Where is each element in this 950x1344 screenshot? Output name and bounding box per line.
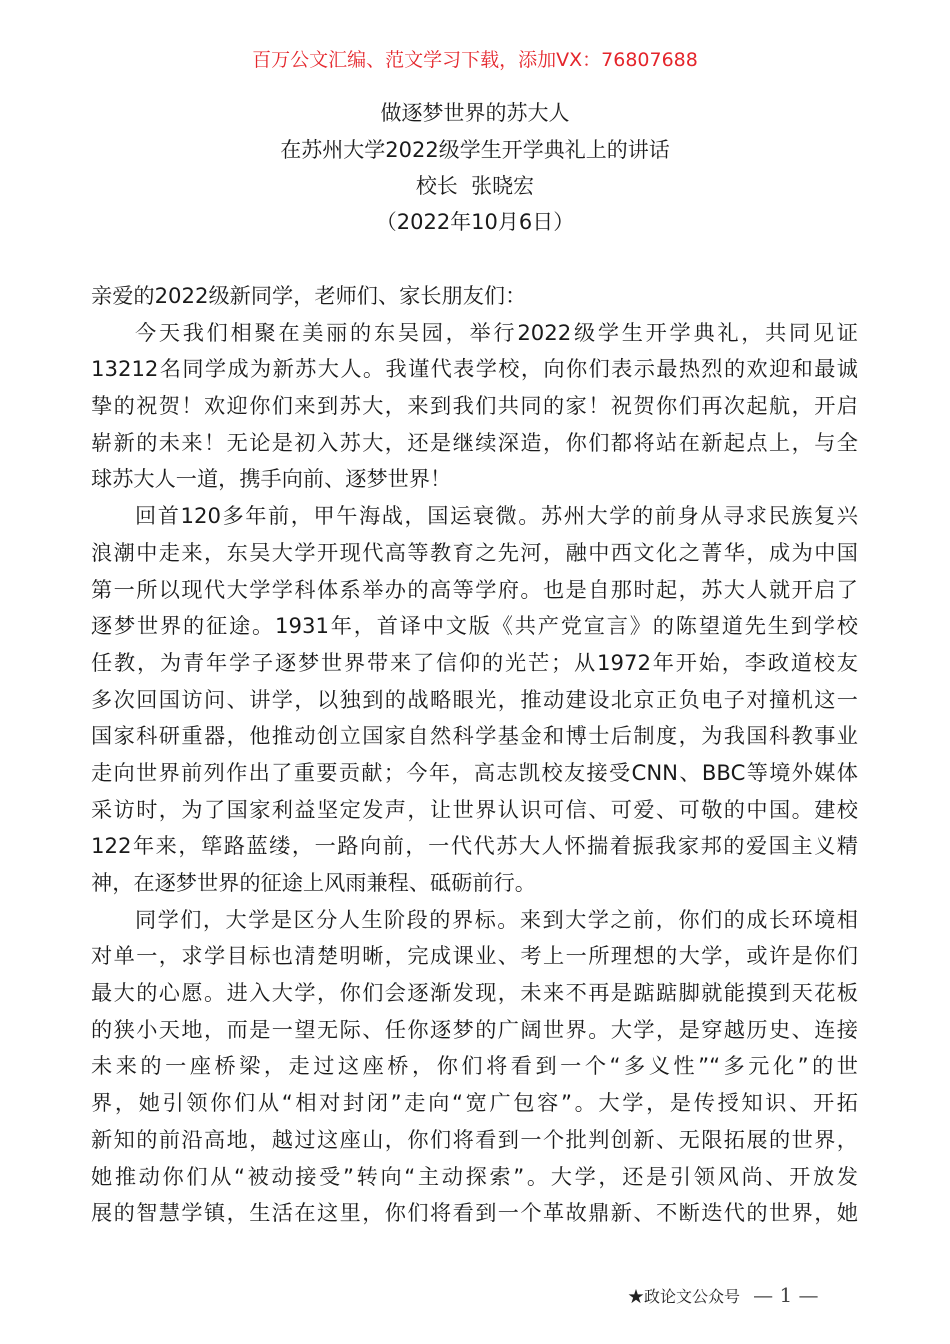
text-line: 122年来，筚路蓝缕，一路向前，一代代苏大人怀揣着振我家邦的爱国主义精 [91, 833, 858, 859]
text-line: 的狭小天地，而是一望无际、任你逐梦的广阔世界。大学，是穿越历史、连接 [91, 1016, 858, 1042]
text-line: 今天我们相聚在美丽的东吴园，举行2022级学生开学典礼，共同见证 [135, 319, 858, 345]
text-line: 挚的祝贺！欢迎你们来到苏大，来到我们共同的家！祝贺你们再次起航，开启 [91, 393, 858, 419]
text-line: 未来的一座桥梁，走过这座桥，你们将看到一个“多义性”“多元化”的世 [91, 1053, 858, 1079]
text-line: 采访时，为了国家利益坚定发声，让世界认识可信、可爱、可敬的中国。建校 [91, 796, 858, 822]
text-line: 第一所以现代大学学科体系举办的高等学府。也是自那时起，苏大人就开启了 [91, 576, 858, 602]
paragraph [91, 905, 858, 1235]
text-line: 界，她引领你们从“相对封闭”走向“宽广包容”。大学，是传授知识、开拓 [91, 1090, 858, 1116]
text-line: 她推动你们从“被动接受”转向“主动探索”。大学，还是引领风尚、开放发 [91, 1163, 858, 1189]
page-footer [628, 1283, 819, 1309]
text-line: 新知的前沿高地，越过这座山，你们将看到一个批判创新、无限拓展的世界， [91, 1126, 858, 1152]
speech-body [91, 281, 858, 1235]
paragraph [91, 281, 858, 318]
download-banner: 百万公文汇编、范文学习下载，添加VX：76807688 [252, 49, 698, 71]
speech-subtitle: 在苏州大学2022级学生开学典礼上的讲话 [280, 138, 670, 162]
speech-title: 做逐梦世界的苏大人 [380, 101, 570, 125]
text-line: 球苏大人一道，携手向前、逐梦世界！ [91, 466, 452, 492]
text-line: 逐梦世界的征途。1931年，首译中文版《共产党宣言》的陈望道先生到学校 [91, 613, 858, 639]
text-line: 回首120多年前，甲午海战，国运衰微。苏州大学的前身从寻求民族复兴 [135, 503, 858, 529]
text-line: 同学们，大学是区分人生阶段的界标。来到大学之前，你们的成长环境相 [135, 906, 858, 932]
text-line: 对单一，求学目标也清楚明晰，完成课业、考上一所理想的大学，或许是你们 [91, 943, 858, 969]
paragraph [91, 318, 858, 501]
text-line: 亲爱的2022级新同学，老师们、家长朋友们： [91, 283, 527, 308]
footer-source: ★政论文公众号 [628, 1287, 741, 1306]
text-line: 崭新的未来！无论是初入苏大，还是继续深造，你们都将站在新起点上，与全 [91, 429, 858, 455]
text-line: 多次回国访问、讲学，以独到的战略眼光，推动建设北京正负电子对撞机这一 [91, 686, 858, 712]
text-line: 国家科研重器，他推动创立国家自然科学基金和博士后制度，为我国科教事业 [91, 723, 858, 749]
text-line: 13212名同学成为新苏大人。我谨代表学校，向你们表示最热烈的欢迎和最诚 [91, 356, 858, 382]
text-line: 浪潮中走来，东吴大学开现代高等教育之先河，融中西文化之菁华，成为中国 [91, 539, 858, 565]
paragraph [91, 501, 858, 905]
text-line: 最大的心愿。进入大学，你们会逐渐发现，未来不再是踮踮脚就能摸到天花板 [91, 980, 858, 1006]
speech-author: 校长 张晓宏 [415, 174, 535, 198]
speech-date: （2022年10月6日） [375, 210, 575, 234]
text-line: 任教，为青年学子逐梦世界带来了信仰的光芒；从1972年开始，李政道校友 [91, 649, 858, 675]
page-number: — 1 — [753, 1283, 819, 1307]
text-line: 神，在逐梦世界的征途上风雨兼程、砥砺前行。 [91, 870, 536, 895]
text-line: 展的智慧学镇，生活在这里，你们将看到一个革故鼎新、不断迭代的世界，她 [91, 1200, 858, 1226]
text-line: 走向世界前列作出了重要贡献；今年，高志凯校友接受CNN、BBC等境外媒体 [91, 759, 858, 785]
